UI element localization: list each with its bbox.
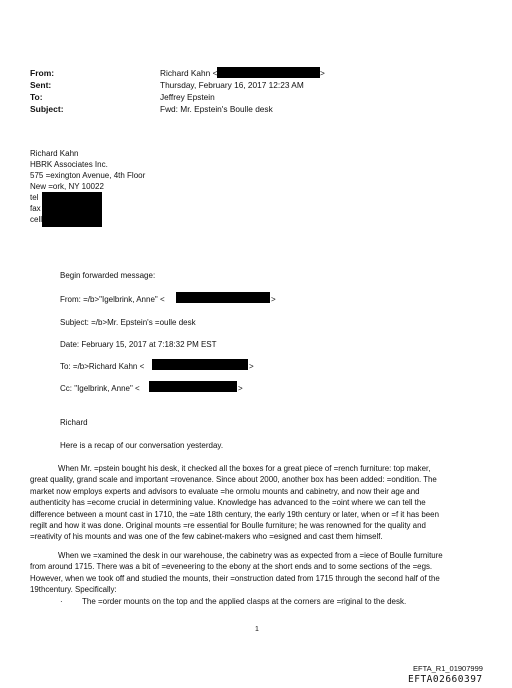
fw-from-tail: > [271, 295, 276, 304]
fw-to: To: =/b>Richard Kahn < [60, 362, 145, 371]
to-value: Jeffrey Epstein [160, 92, 215, 102]
sig-address1: 575 =exington Avenue, 4th Floor [30, 171, 146, 180]
fw-cc-tail: > [238, 384, 243, 393]
bullet-item [60, 597, 406, 606]
p2-line: 19thcentury. Specifically: [30, 585, 117, 595]
fw-cc: Cc: "Igelbrink, Anne" < [60, 384, 140, 393]
page-number: 1 [255, 626, 259, 633]
p1-line: market now employs experts and advisors to evaluate =he ormolu mounts and cabinetry, and now their age and [30, 486, 420, 496]
bates-number-2: EFTA02660397 [408, 674, 483, 685]
sig-company: HBRK Associates Inc. [30, 160, 108, 169]
bullet-mark: · [60, 597, 63, 606]
redaction-box [149, 381, 237, 392]
sig-fax: fax [30, 204, 41, 213]
redaction-box [176, 292, 270, 303]
p1-line: regilt and how it was done. Original mounts =re essential for Boulle furniture; he was renowned for the quality and [30, 521, 426, 531]
p2-line: When we =xamined the desk in our warehouse, the cabinetry was as expected from a =iece of Boulle furniture [58, 551, 443, 560]
bullet-text: The =order mounts on the top and the applied clasps at the corners are =riginal to the desk. [82, 597, 407, 606]
forward-intro: Begin forwarded message: [60, 271, 156, 280]
subject-label: Subject: [30, 104, 64, 114]
p2-line: However, when we took off and studied the mounts, their =onstruction dated from 1715 through the second half of the [30, 573, 440, 583]
to-label: To: [30, 92, 43, 102]
sig-address2: New =ork, NY 10022 [30, 182, 104, 191]
sig-name: Richard Kahn [30, 149, 79, 158]
fw-date: Date: February 15, 2017 at 7:18:32 PM EST [60, 340, 217, 349]
p1-line: =reativity of his mounts and was one of the few cabinet-makers who =esigned and cast them himself. [30, 532, 383, 542]
sig-cell: cell [30, 215, 43, 224]
p2-line: from around 1715. There was a bit of =eveneering to the ebony at the short ends and to some sections of the =egs. [30, 562, 433, 572]
from-tail: > [320, 68, 325, 78]
recap-line: Here is a recap of our conversation yesterday. [60, 441, 224, 450]
p1-line: authenticity has =ecome crucial in determining value. Knowledge has advanced to the =oint where we can tell the [30, 498, 426, 508]
greeting: Richard [60, 418, 88, 427]
fw-to-tail: > [249, 362, 254, 371]
from-label: From: [30, 68, 55, 78]
p1-line: great quality, grand scale and important =rovenance. Since about 2000, another box has been added: =ondition. The [30, 475, 437, 485]
paragraph-2 [30, 550, 490, 596]
redaction-box [42, 192, 102, 227]
redaction-box [217, 67, 320, 78]
p1-line: When Mr. =pstein bought his desk, it checked all the boxes for a great piece of =rench furniture: top maker, [58, 464, 431, 473]
redaction-box [152, 359, 248, 370]
from-value: Richard Kahn < [160, 68, 218, 78]
sent-value: Thursday, February 16, 2017 12:23 AM [160, 80, 304, 90]
sig-tel: tel [30, 193, 39, 202]
fw-subject: Subject: =/b>Mr. Epstein's =oulle desk [60, 318, 196, 327]
p1-line: difference between a mount cast in 1710, the =ate 18th century, the early 19th century or later, when or =f it has been [30, 509, 439, 519]
bates-number-1: EFTA_R1_01907999 [413, 664, 483, 673]
paragraph-1 [30, 463, 490, 543]
subject-value: Fwd: Mr. Epstein's Boulle desk [160, 104, 273, 114]
sent-label: Sent: [30, 80, 52, 90]
fw-from: From: =/b>"Igelbrink, Anne" < [60, 295, 165, 304]
